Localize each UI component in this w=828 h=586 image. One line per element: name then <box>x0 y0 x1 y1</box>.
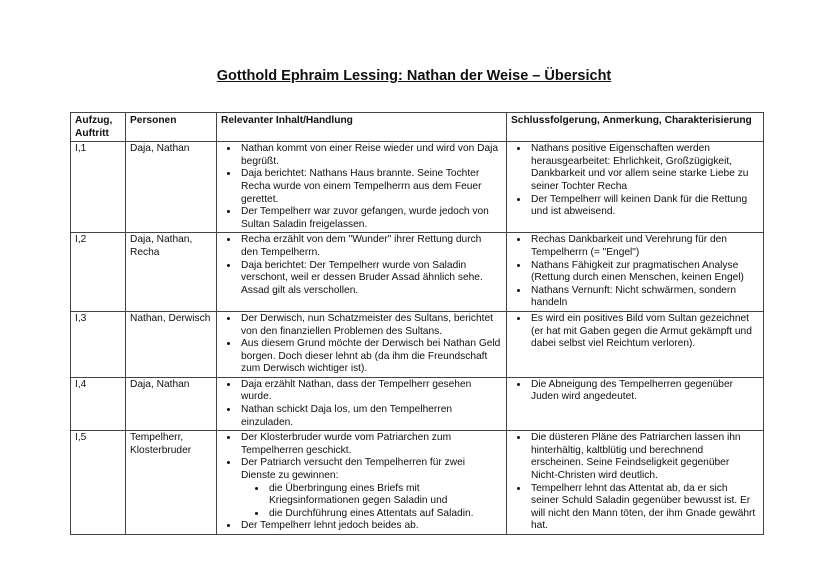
cell-schluss <box>507 377 764 430</box>
list-item: • Die Abneigung des Tempelherren gegenüber Juden wird angedeutet. <box>529 379 758 404</box>
cell-aufzug: I,4 <box>71 377 126 430</box>
list-item: • Aus diesem Grund möchte der Derwisch bei Nathan Geld borgen. Doch dieser lehnt ab (da ihm die Freundschaft zum Derwisch wichtiger ist). <box>239 338 501 376</box>
cell-personen: Daja, Nathan, Recha <box>126 233 217 312</box>
cell-schluss <box>507 142 764 233</box>
list-item: • Daja erzählt Nathan, dass der Tempelherr gesehen wurde. <box>239 379 501 404</box>
table-row <box>71 233 764 312</box>
list-item: • Recha erzählt von dem "Wunder" ihrer Rettung durch den Tempelherrn. <box>239 234 501 259</box>
cell-schluss <box>507 311 764 377</box>
list-item: • Der Tempelherr will keinen Dank für die Rettung und ist abweisend. <box>529 194 758 219</box>
table-header-row <box>71 113 764 142</box>
list-item: • Rechas Dankbarkeit und Verehrung für den Tempelherrn (= "Engel") <box>529 234 758 259</box>
list-item: • Nathans positive Eigenschaften werden herausgearbeitet: Ehrlichkeit, Großzügigkeit, Dankbarkeit und vor allem seine starke Liebe zu seiner Tochter Recha <box>529 143 758 193</box>
cell-personen: Daja, Nathan <box>126 142 217 233</box>
cell-inhalt <box>217 142 507 233</box>
header-personen: Personen <box>126 113 217 142</box>
cell-schluss <box>507 233 764 312</box>
list-item: • Daja berichtet: Der Tempelherr wurde von Saladin verschont, weil er dessen Bruder Assad ähnlich sehe. Assad gilt als verschollen. <box>239 260 501 298</box>
list-item-text: Der Patriarch versucht den Tempelherren für zwei Dienste zu gewinnen: <box>241 457 466 482</box>
cell-inhalt <box>217 233 507 312</box>
list-item: • Der Tempelherr war zuvor gefangen, wurde jedoch von Sultan Saladin freigelassen. <box>239 206 501 231</box>
list-item: • Der Derwisch, nun Schatzmeister des Sultans, berichtet von den finanziellen Problemen des Sultans. <box>239 313 501 338</box>
list-item: • Daja berichtet: Nathans Haus brannte. Seine Tochter Recha wurde von einem Tempelherrn aus dem Feuer gerettet. <box>239 168 501 206</box>
cell-inhalt <box>217 377 507 430</box>
list-item: • Tempelherr lehnt das Attentat ab, da er sich seiner Schuld Saladin gegenüber bewusst ist. Er will nicht den Mann töten, der ihm Gnade gewährt hat. <box>529 483 758 533</box>
cell-aufzug: I,2 <box>71 233 126 312</box>
table-row <box>71 377 764 430</box>
sub-list <box>241 483 501 521</box>
header-aufzug: Aufzug, Auftritt <box>71 113 126 142</box>
list-item: • Der Tempelherr lehnt jedoch beides ab. <box>239 520 501 533</box>
cell-personen: Daja, Nathan <box>126 377 217 430</box>
overview-table <box>70 112 764 535</box>
list-item: • Nathan schickt Daja los, um den Tempelherren einzuladen. <box>239 404 501 429</box>
page-title: Gotthold Ephraim Lessing: Nathan der Weise – Übersicht <box>216 68 612 84</box>
list-item: • Nathan kommt von einer Reise wieder und wird von Daja begrüßt. <box>239 143 501 168</box>
cell-inhalt <box>217 311 507 377</box>
cell-aufzug: I,1 <box>71 142 126 233</box>
table-row <box>71 142 764 233</box>
list-item: • Nathans Fähigkeit zur pragmatischen Analyse (Rettung durch einen Menschen, keinen Engel) <box>529 260 758 285</box>
table-row <box>71 311 764 377</box>
cell-aufzug: I,3 <box>71 311 126 377</box>
cell-personen: Tempelherr, Klosterbruder <box>126 431 217 535</box>
header-schluss: Schlussfolgerung, Anmerkung, Charakterisierung <box>507 113 764 142</box>
cell-aufzug: I,5 <box>71 431 126 535</box>
list-item: • Es wird ein positives Bild vom Sultan gezeichnet (er hat mit Gaben gegen die Armut gekämpft und dabei selbst viel Reichtum verloren). <box>529 313 758 351</box>
cell-inhalt <box>217 431 507 535</box>
header-inhalt: Relevanter Inhalt/Handlung <box>217 113 507 142</box>
cell-personen: Nathan, Derwisch <box>126 311 217 377</box>
list-item: • Nathans Vernunft: Nicht schwärmen, sondern handeln <box>529 285 758 310</box>
table-row <box>71 431 764 535</box>
list-item: • Die düsteren Pläne des Patriarchen lassen ihn hinterhältig, kaltblütig und berechnend erscheinen. Seine Feindseligkeit gegenüber Nicht-Christen wird deutlich. <box>529 432 758 482</box>
list-item <box>239 457 501 520</box>
list-item: • Der Klosterbruder wurde vom Patriarchen zum Tempelherren geschickt. <box>239 432 501 457</box>
cell-schluss <box>507 431 764 535</box>
sub-list-item: • die Überbringung eines Briefs mit Kriegsinformationen gegen Saladin und <box>267 483 501 508</box>
sub-list-item: • die Durchführung eines Attentats auf Saladin. <box>267 508 501 521</box>
